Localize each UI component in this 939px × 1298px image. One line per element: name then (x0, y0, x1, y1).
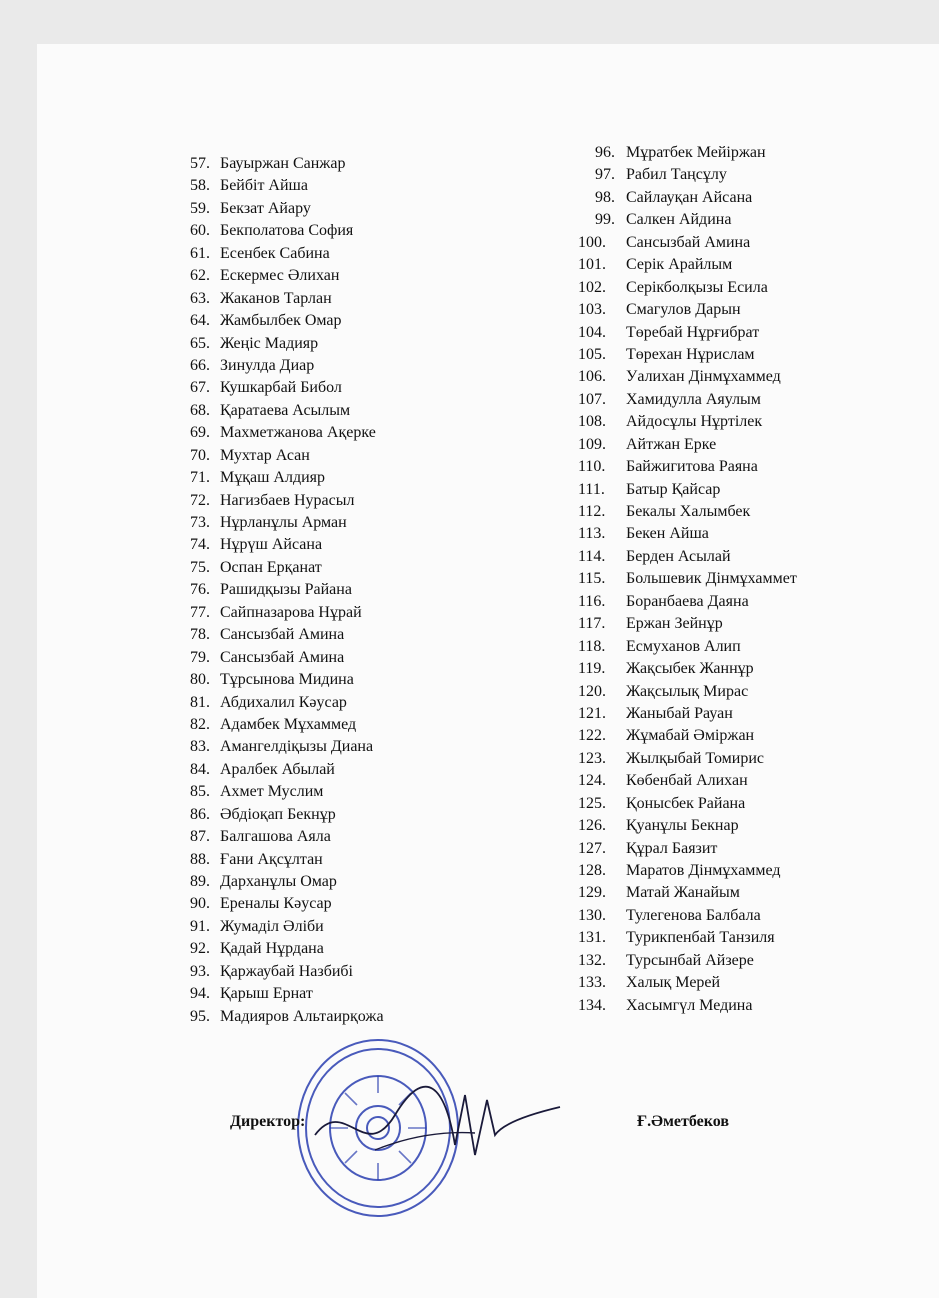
list-item (578, 882, 797, 904)
student-name: Қарыш Ернат (220, 985, 313, 1003)
item-number: 124. (578, 772, 606, 790)
list-item (578, 546, 797, 568)
item-number: 119. (578, 660, 606, 678)
item-number: 123. (578, 749, 606, 767)
list-item (190, 310, 384, 332)
list-item (190, 467, 384, 489)
list-item (578, 456, 797, 478)
student-name: Мадияров Альтаирқожа (220, 1007, 384, 1025)
item-number: 132. (578, 951, 606, 969)
list-item (578, 815, 797, 837)
item-number: 105. (578, 345, 606, 363)
item-number: 115. (578, 570, 606, 588)
item-number: 91. (190, 917, 210, 935)
list-item (578, 389, 797, 411)
student-name: Қуанұлы Бекнар (626, 817, 739, 835)
list-item (578, 613, 797, 635)
student-name: Қоныcбек Райана (626, 794, 746, 812)
item-number: 113. (578, 525, 606, 543)
student-name: Бауыржан Санжар (220, 155, 346, 172)
list-item (578, 277, 797, 299)
item-number: 92. (190, 940, 210, 958)
student-name: Ереналы Кәусар (220, 895, 332, 913)
list-item (578, 209, 797, 231)
student-name: Боранбаева Даяна (626, 592, 749, 610)
list-item (190, 624, 384, 646)
item-number: 76. (190, 581, 210, 599)
list-item (578, 703, 797, 725)
list-item (578, 591, 797, 613)
student-name: Жумаділ Әліби (220, 917, 324, 935)
list-item (190, 579, 384, 601)
item-number: 94. (190, 985, 210, 1003)
list-item (190, 198, 384, 220)
list-item (190, 849, 384, 871)
item-number: 114. (578, 547, 606, 565)
student-name: Берден Асылай (626, 547, 731, 565)
student-name: Бекзат Айару (220, 199, 311, 217)
list-item (578, 636, 797, 658)
item-number: 98. (595, 188, 615, 206)
item-number: 64. (190, 312, 210, 330)
student-name: Жаныбай Рауан (626, 704, 733, 722)
item-number: 112. (578, 503, 606, 520)
item-number: 86. (190, 805, 210, 823)
list-item (190, 490, 384, 512)
item-number: 102. (578, 278, 606, 296)
item-number: 57. (190, 155, 210, 172)
student-name: Турсынбай Айзере (626, 951, 754, 969)
list-item (190, 153, 384, 175)
list-item (190, 692, 384, 714)
student-name: Жұмабай Әміржан (626, 727, 755, 745)
item-number: 85. (190, 783, 210, 801)
student-name: Большевик Дінмұхаммет (626, 570, 797, 588)
item-number: 71. (190, 469, 210, 487)
list-item (190, 400, 384, 422)
student-name: Жақсыбек Жаннұр (626, 660, 754, 678)
list-item (190, 1006, 384, 1028)
list-item (190, 265, 384, 287)
item-number: 75. (190, 558, 210, 576)
item-number: 83. (190, 738, 210, 756)
item-number: 88. (190, 850, 210, 868)
list-item (190, 220, 384, 242)
student-name: Төрехан Нұрислам (626, 345, 755, 363)
list-item (578, 725, 797, 747)
student-name: Айтжан Ерке (626, 435, 717, 453)
list-item (578, 434, 797, 456)
list-item (190, 355, 384, 377)
item-number: 111. (578, 480, 605, 498)
student-name: Смагулов Дарын (626, 301, 741, 319)
item-number: 61. (190, 244, 210, 262)
item-number: 131. (578, 929, 606, 947)
student-name: Сайпназарова Нұрай (220, 603, 362, 621)
list-item (578, 972, 797, 994)
item-number: 63. (190, 289, 210, 307)
student-name: Жамбылбек Омар (220, 312, 342, 330)
item-number: 81. (190, 693, 210, 711)
item-number: 59. (190, 199, 210, 217)
list-item (578, 748, 797, 770)
list-item (578, 905, 797, 927)
student-name: Нұрланұлы Арман (220, 514, 347, 531)
item-number: 121. (578, 704, 606, 722)
student-name: Турикпенбай Танзиля (626, 929, 775, 947)
item-number: 106. (578, 368, 606, 386)
item-number: 101. (578, 256, 606, 274)
student-name: Бекполатова София (220, 222, 354, 240)
list-item (190, 804, 384, 826)
list-item (190, 243, 384, 265)
student-name: Жақсылық Мирас (626, 682, 749, 700)
list-item (578, 164, 797, 186)
student-name: Махметжанова Ақерке (220, 424, 376, 442)
list-item (578, 523, 797, 545)
item-number: 127. (578, 839, 606, 857)
student-name: Абдихалил Кәусар (220, 693, 347, 711)
item-number: 133. (578, 974, 606, 992)
student-name: Бекалы Халымбек (626, 503, 751, 520)
item-number: 128. (578, 862, 606, 879)
list-item (190, 534, 384, 556)
student-list-left (190, 153, 384, 1028)
item-number: 77. (190, 603, 210, 621)
item-number: 74. (190, 536, 210, 554)
item-number: 97. (595, 166, 615, 184)
student-name: Тулегенова Балбала (626, 906, 761, 924)
item-number: 95. (190, 1007, 210, 1025)
item-number: 68. (190, 401, 210, 419)
student-name: Дарханұлы Омар (220, 873, 337, 890)
list-item (578, 860, 797, 882)
list-item (190, 871, 384, 893)
item-number: 120. (578, 682, 606, 700)
item-number: 117. (578, 615, 606, 633)
item-number: 62. (190, 267, 210, 285)
student-name: Халық Мерей (626, 974, 721, 992)
student-name: Жеңіс Мадияр (220, 334, 319, 352)
list-item (190, 669, 384, 691)
student-name: Ескермес Әлихан (220, 267, 340, 285)
list-item (578, 299, 797, 321)
student-name: Жылқыбай Томирис (626, 749, 765, 767)
student-name: Жаканов Тарлан (220, 289, 332, 307)
list-item (190, 377, 384, 399)
student-name: Қаржаубай Назбибі (220, 962, 353, 980)
item-number: 90. (190, 895, 210, 913)
list-item (578, 232, 797, 254)
list-item (190, 961, 384, 983)
student-name: Айдосұлы Нұртілек (626, 413, 763, 431)
student-name: Сансызбай Амина (220, 648, 345, 666)
student-name: Қадай Нұрдана (220, 940, 324, 958)
item-number: 65. (190, 334, 210, 352)
item-number: 66. (190, 356, 210, 374)
handwritten-signature (305, 1075, 565, 1185)
student-name: Нагизбаев Нурасыл (220, 491, 355, 509)
list-item (578, 927, 797, 949)
student-name: Мұратбек Мейіржан (626, 144, 766, 161)
student-name: Рабил Таңсұлу (626, 166, 727, 184)
item-number: 87. (190, 828, 210, 846)
list-item (190, 422, 384, 444)
item-number: 67. (190, 379, 210, 397)
item-number: 107. (578, 390, 606, 408)
item-number: 109. (578, 435, 606, 453)
list-item (190, 512, 384, 534)
item-number: 79. (190, 648, 210, 666)
student-name: Сансызбай Амина (220, 626, 345, 644)
item-number: 134. (578, 996, 606, 1014)
list-item (578, 793, 797, 815)
item-number: 70. (190, 446, 210, 464)
list-item (190, 333, 384, 355)
list-item (578, 658, 797, 680)
item-number: 82. (190, 715, 210, 733)
director-title: Директор: (230, 1113, 306, 1130)
list-item (190, 714, 384, 736)
student-name: Аралбек Абылай (220, 760, 335, 778)
student-list-right (578, 142, 797, 1017)
list-item (190, 893, 384, 915)
student-name: Мұқаш Алдияр (220, 469, 326, 487)
item-number: 93. (190, 962, 210, 980)
list-item (190, 602, 384, 624)
list-item (190, 983, 384, 1005)
student-name: Уалихан Дінмұхаммед (626, 368, 781, 386)
student-name: Маратов Дінмұхаммед (626, 862, 781, 879)
student-name: Есенбек Сабина (220, 244, 330, 262)
list-item (190, 938, 384, 960)
item-number: 84. (190, 760, 210, 778)
student-name: Салкен Айдина (626, 211, 732, 229)
item-number: 96. (595, 144, 615, 161)
list-item (578, 187, 797, 209)
list-item (578, 142, 797, 164)
student-name: Көбенбай Алихан (626, 772, 748, 790)
student-name: Ғани Ақсұлтан (220, 850, 323, 868)
director-name: Ғ.Әметбеков (637, 1113, 729, 1130)
student-name: Батыр Қайсар (626, 480, 721, 498)
list-item (190, 759, 384, 781)
list-item (190, 736, 384, 758)
item-number: 80. (190, 671, 210, 689)
list-item (578, 254, 797, 276)
item-number: 100. (578, 233, 606, 251)
list-item (578, 681, 797, 703)
student-name: Байжигитова Раяна (626, 458, 758, 476)
list-item (190, 288, 384, 310)
list-item (578, 838, 797, 860)
student-name: Сайлауқан Айсана (626, 188, 753, 206)
list-item (578, 950, 797, 972)
student-name: Кушкарбай Бибол (220, 379, 342, 397)
item-number: 110. (578, 458, 606, 476)
student-name: Қаратаева Асылым (220, 401, 351, 419)
item-number: 122. (578, 727, 606, 745)
list-item (578, 501, 797, 523)
list-item (578, 770, 797, 792)
list-item (578, 344, 797, 366)
student-name: Серікболқызы Есила (626, 278, 768, 296)
student-name: Хасымгүл Медина (626, 996, 753, 1014)
student-name: Есмуханов Алип (626, 637, 741, 655)
list-item (190, 826, 384, 848)
student-name: Зинулда Диар (220, 356, 315, 374)
item-number: 89. (190, 873, 210, 890)
student-name: Амангелдіқызы Диана (220, 738, 374, 756)
student-name: Матай Жанайым (626, 884, 740, 902)
item-number: 73. (190, 514, 210, 531)
item-number: 69. (190, 424, 210, 442)
list-item (190, 647, 384, 669)
list-item (190, 781, 384, 803)
student-name: Сансызбай Амина (626, 233, 751, 251)
student-name: Бейбіт Айша (220, 177, 308, 195)
item-number: 58. (190, 177, 210, 195)
item-number: 60. (190, 222, 210, 240)
item-number: 99. (595, 211, 615, 229)
item-number: 103. (578, 301, 606, 319)
student-name: Мухтар Асан (220, 446, 310, 464)
student-name: Төребай Нұрғибрат (626, 323, 760, 341)
item-number: 104. (578, 323, 606, 341)
list-item (190, 445, 384, 467)
student-name: Ержан Зейнұр (626, 615, 723, 633)
item-number: 118. (578, 637, 606, 655)
list-item (190, 175, 384, 197)
student-name: Тұрсынова Мидина (220, 671, 354, 689)
student-name: Құрал Баязит (626, 839, 718, 857)
list-item (578, 995, 797, 1017)
student-name: Рашидқызы Райана (220, 581, 352, 599)
list-item (190, 916, 384, 938)
student-name: Ахмет Муслим (220, 783, 324, 801)
item-number: 116. (578, 592, 606, 610)
student-name: Бекен Айша (626, 525, 709, 543)
student-name: Оспан Ерқанат (220, 558, 322, 576)
list-item (578, 366, 797, 388)
list-item (578, 322, 797, 344)
item-number: 108. (578, 413, 606, 431)
list-item (578, 568, 797, 590)
item-number: 72. (190, 491, 210, 509)
item-number: 125. (578, 794, 606, 812)
student-name: Әбдіоқап Бекнұр (220, 805, 336, 823)
student-name: Нұрүш Айсана (220, 536, 323, 554)
list-item (190, 557, 384, 579)
student-name: Адамбек Мұхаммед (220, 715, 357, 733)
list-item (578, 411, 797, 433)
item-number: 129. (578, 884, 606, 902)
item-number: 126. (578, 817, 606, 835)
student-name: Серік Арайлым (626, 256, 733, 274)
item-number: 78. (190, 626, 210, 644)
student-name: Балгашова Аяла (220, 828, 331, 846)
list-item (578, 479, 797, 501)
item-number: 130. (578, 906, 606, 924)
student-name: Хамидулла Аяулым (626, 390, 761, 408)
